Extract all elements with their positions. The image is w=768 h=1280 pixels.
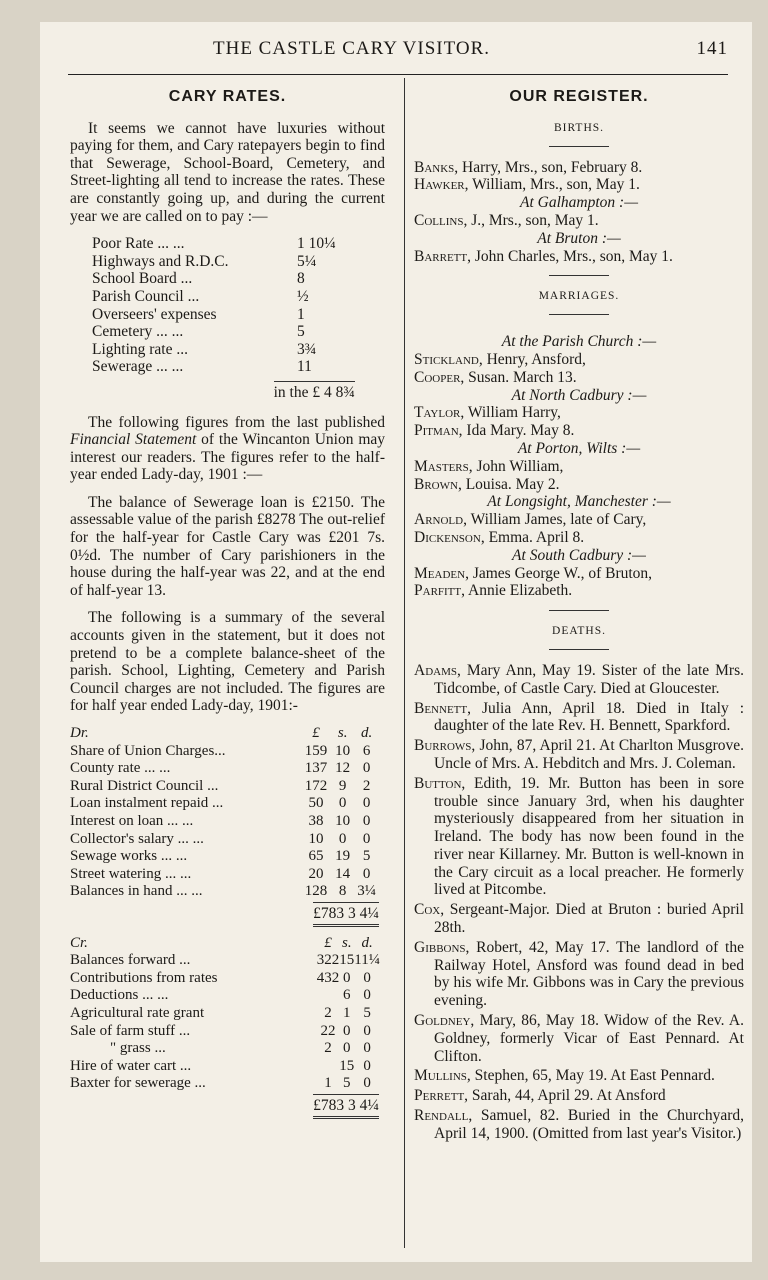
list-item: Gibbons, Robert, 42, May 17. The landlord of the Railway Hotel, Ansford was found dead in bed by his wife Mr. Gibbons was in Cary the previous evening. xyxy=(414,938,744,1010)
summary-paragraph: The following is a summary of the several accounts given in the statement, but it does not pretend to be a complete balance-sheet of the parish. School, Lighting, Cemetery and Parish Council charges are not included. The figures are for half year ended Lady-day, 1901:- xyxy=(70,609,385,715)
marriages-heading: MARRIAGES. xyxy=(538,290,620,303)
list-item: Hawker, William, Mrs., son, May 1. xyxy=(414,176,640,194)
list-item: Barrett, John Charles, Mrs., son, May 1. xyxy=(414,247,673,265)
list-item: Stickland, Henry, Ansford, xyxy=(414,350,586,368)
list-item: Pitman, Ida Mary. May 8. xyxy=(414,422,575,440)
list-item: Parfitt, Annie Elizabeth. xyxy=(414,582,573,600)
place-heading: At Bruton :— xyxy=(537,229,621,247)
rates-total: in the £ 4 8¾ xyxy=(70,384,385,402)
sewerage-loan-paragraph: The balance of Sewerage loan is £2150. The assessable value of the parish £8278 The out-relief for the half-year for Castle Cary was £201 7s. 0½d. The number of Cary parishioners in the house during the half-year was 22, and at the end of half-year 13. xyxy=(70,493,385,599)
financial-statement-paragraph: The following figures from the last published Financial Statement of the Wincanton Union may interest our readers. The figures refer to the half-year ended Lady-day, 1901 :— xyxy=(70,413,385,484)
place-heading: At the Parish Church :— xyxy=(501,333,657,351)
list-item: Cooper, Susan. March 13. xyxy=(414,368,577,386)
running-header xyxy=(68,38,728,62)
list-item: Masters, John William, xyxy=(414,457,564,475)
place-heading: At Porton, Wilts :— xyxy=(517,439,641,457)
register-title: OUR REGISTER. xyxy=(509,88,649,105)
rate-row: Highways and R.D.C. 5¼ xyxy=(92,252,317,270)
cary-rates-column xyxy=(70,88,385,1126)
place-heading: At North Cadbury :— xyxy=(511,386,647,404)
table-row: Collector's salary ... ... 10 0 0 xyxy=(70,830,371,847)
section-rule xyxy=(549,146,609,147)
rates-list xyxy=(92,235,382,376)
debit-table xyxy=(70,725,380,901)
list-item: Bennett, Julia Ann, April 18. Died in Italy : daughter of the late Rev. H. Bennett, Sparkford. xyxy=(414,699,744,735)
table-row: Loan instalment repaid ... 50 0 0 xyxy=(70,795,371,812)
table-row: Deductions ... ... 6 0 xyxy=(70,987,371,1004)
list-item: Banks, Harry, Mrs., son, February 8. xyxy=(414,158,643,176)
rate-row: Poor Rate ... ... 1 10¼ xyxy=(92,235,336,253)
debit-total: £783 3 4¼ xyxy=(70,905,385,923)
list-item: Dickenson, Emma. April 8. xyxy=(414,528,585,546)
list-item: Button, Edith, 19. Mr. Button has been in sore trouble since January 3rd, when his daughter mysteriously disappeared from her situation in Ireland. The body has now been found in the river near Killarney. Mr. Button is well-known in the Cary circuit as a local preacher. He formerly lived at Pitcombe. xyxy=(414,774,744,899)
section-rule xyxy=(549,610,609,611)
table-row: Street watering ... ... 20 14 0 xyxy=(70,865,371,882)
section-rule xyxy=(549,275,609,276)
section-rule xyxy=(549,314,609,315)
table-row: Baxter for sewerage ... 1 5 0 xyxy=(70,1075,371,1092)
place-heading: At Longsight, Manchester :— xyxy=(487,493,671,511)
page xyxy=(40,22,752,1262)
place-heading: At South Cadbury :— xyxy=(512,546,646,564)
list-item: Brown, Louisa. May 2. xyxy=(414,475,560,493)
table-row: County rate ... ... 137 12 0 xyxy=(70,760,371,777)
cary-rates-title: CARY RATES. xyxy=(168,88,287,105)
rate-row: Parish Council ... ½ xyxy=(92,287,309,305)
list-item: Cox, Sergeant-Major. Died at Bruton : buried April 28th. xyxy=(414,901,744,937)
register-column xyxy=(414,88,744,1145)
table-row: Contributions from rates 432 0 0 xyxy=(70,969,371,986)
list-item: Collins, J., Mrs., son, May 1. xyxy=(414,211,599,229)
credit-table xyxy=(70,935,380,1093)
place-heading: At Galhampton :— xyxy=(520,194,638,212)
list-item: Taylor, William Harry, xyxy=(414,404,561,422)
page-number: 141 xyxy=(696,38,728,59)
list-item: Arnold, William James, late of Cary, xyxy=(414,511,647,529)
header-rule xyxy=(68,74,728,75)
deaths-heading: DEATHS. xyxy=(552,625,606,638)
table-row: Agricultural rate grant 2 1 5 xyxy=(70,1004,371,1021)
table-row: Sewage works ... ... 65 19 5 xyxy=(70,848,371,865)
table-row: Sale of farm stuff ... 22 0 0 xyxy=(70,1022,371,1039)
list-item: Adams, Mary Ann, May 19. Sister of the late Mrs. Tidcombe, of Castle Cary. Died at Gloucester. xyxy=(414,661,744,697)
table-row: Rural District Council ... 172 9 2 xyxy=(70,777,371,794)
list-item: Rendall, Samuel, 82. Buried in the Churchyard, April 14, 1900. (Omitted from last year's Visitor.) xyxy=(414,1107,744,1142)
list-item: Mullins, Stephen, 65, May 19. At East Pennard. xyxy=(414,1067,715,1085)
table-row: Share of Union Charges... 159 10 6 xyxy=(70,742,371,759)
credit-total: £783 3 4¼ xyxy=(70,1097,385,1115)
rate-row: Cemetery ... ... 5 xyxy=(92,323,305,341)
rate-row: Overseers' expenses 1 xyxy=(92,305,305,323)
list-item: Meaden, James George W., of Bruton, xyxy=(414,564,653,582)
publication-title: THE CASTLE CARY VISITOR. xyxy=(213,38,491,59)
list-item: Goldney, Mary, 86, May 18. Widow of the Rev. A. Goldney, formerly Vicar of East Pennard. At Clifton. xyxy=(414,1012,744,1065)
credit-header: Cr. £ s. d. xyxy=(70,934,373,951)
table-row: Hire of water cart ... 15 0 xyxy=(70,1057,371,1074)
section-rule xyxy=(549,649,609,650)
column-divider xyxy=(404,78,405,1248)
list-item: Burrows, John, 87, April 21. At Charlton Musgrove. Uncle of Mrs. A. Hebditch and Mrs. J. Coleman. xyxy=(414,737,744,772)
table-row: Balances forward ... 322 15 11¼ xyxy=(70,952,380,969)
table-row: Balances in hand ... ... 128 8 3¼ xyxy=(70,883,377,900)
list-item: Perrett, Sarah, 44, April 29. At Ansford xyxy=(414,1087,666,1105)
intro-paragraph: It seems we cannot have luxuries without paying for them, and Cary ratepayers begin to find that Sewerage, School-Board, Cemetery, and Street-lighting all tend to increase the rates. These are constantly going up, and during the current year we are called on to pay :— xyxy=(70,119,385,225)
rate-row: Lighting rate ... 3¾ xyxy=(92,340,317,358)
table-row: " grass ... 2 0 0 xyxy=(110,1040,371,1057)
rate-row: School Board ... 8 xyxy=(92,270,305,288)
rate-row: Sewerage ... ... 11 xyxy=(92,358,312,376)
births-heading: BIRTHS. xyxy=(553,121,605,134)
table-row: Interest on loan ... ... 38 10 0 xyxy=(70,812,371,829)
debit-header: Dr. £ s. d. xyxy=(70,725,373,741)
